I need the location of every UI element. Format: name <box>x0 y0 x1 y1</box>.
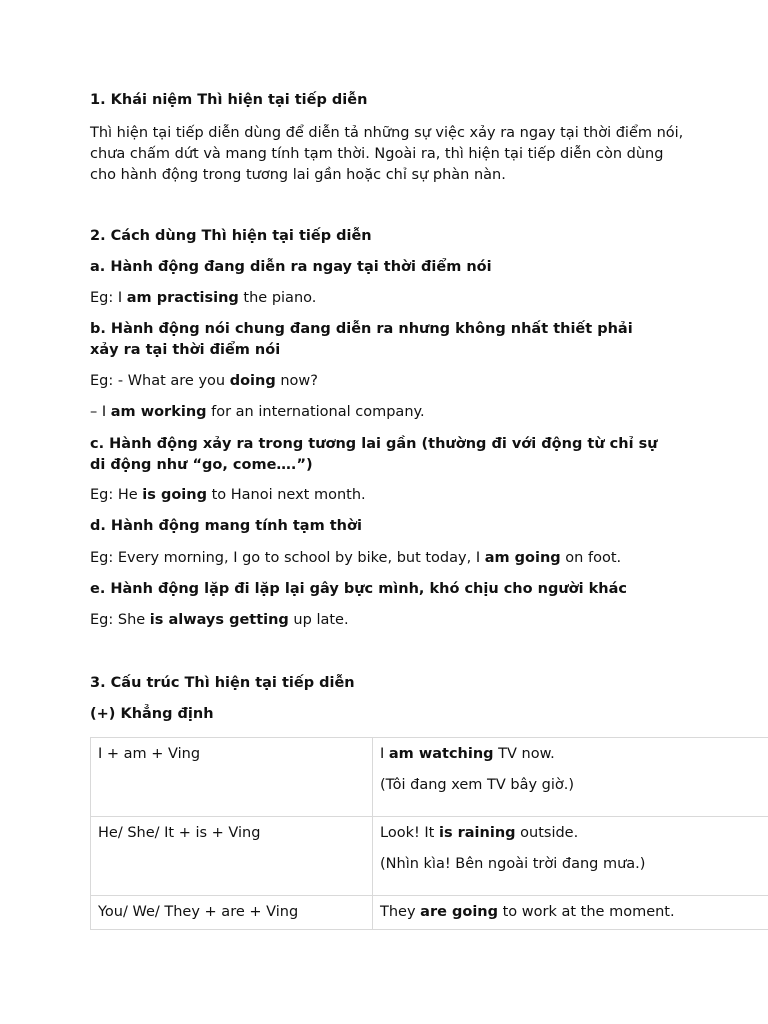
example-verb: doing <box>229 373 276 389</box>
formula-cell <box>91 896 373 930</box>
example-verb: is raining <box>438 825 516 841</box>
affirmative-subheading: (+) Khẳng định <box>90 706 214 722</box>
formula-text: I + am + Ving <box>98 746 201 762</box>
usage-b-example-1 <box>90 371 318 392</box>
example-text: I <box>380 746 389 762</box>
example-text: for an international company. <box>206 404 425 420</box>
example-text: TV now. <box>493 746 555 762</box>
example-cell <box>373 817 768 896</box>
section-1-heading: 1. Khái niệm Thì hiện tại tiếp diễn <box>90 92 368 108</box>
usage-a-title: a. Hành động đang diễn ra ngay tại thời điểm nói <box>90 259 492 275</box>
example-verb: am working <box>110 404 207 420</box>
example-text: on foot. <box>560 550 622 566</box>
example-cell <box>373 738 768 817</box>
example-verb: is going <box>142 487 207 503</box>
table-row <box>91 817 768 896</box>
example-text: Eg: - What are you <box>90 373 230 389</box>
example-text: They <box>380 904 421 920</box>
usage-b-example-2 <box>90 402 425 423</box>
example-text: Look! It <box>380 825 439 841</box>
example-verb: am going <box>484 550 561 566</box>
formula-text: You/ We/ They + are + Ving <box>98 904 299 920</box>
example-text: the piano. <box>238 290 317 306</box>
example-sentence <box>380 744 768 765</box>
usage-e-title: e. Hành động lặp đi lặp lại gây bực mình, khó chịu cho người khác <box>90 581 627 597</box>
usage-c-title: c. Hành động xảy ra trong tương lai gần (thường đi với động từ chỉ sự di động như “go, come….”) <box>90 436 658 473</box>
example-text: – I <box>90 404 111 420</box>
example-text: outside. <box>515 825 579 841</box>
formula-cell <box>91 817 373 896</box>
example-text: to work at the moment. <box>498 904 675 920</box>
example-verb: am practising <box>126 290 239 306</box>
usage-d-example <box>90 548 621 569</box>
example-text: up late. <box>288 612 349 628</box>
section-3-heading: 3. Cấu trúc Thì hiện tại tiếp diễn <box>90 675 355 691</box>
translation-text: (Tôi đang xem TV bây giờ.) <box>380 777 575 793</box>
translation-text: (Nhìn kìa! Bên ngoài trời đang mưa.) <box>380 856 646 872</box>
example-cell <box>373 896 768 930</box>
structure-table <box>90 737 768 930</box>
section-2-heading: 2. Cách dùng Thì hiện tại tiếp diễn <box>90 228 372 244</box>
usage-c-example <box>90 485 366 506</box>
section-1-body: Thì hiện tại tiếp diễn dùng để diễn tả những sự việc xảy ra ngay tại thời điểm nói, chưa chấm dứt và mang tính tạm thời. Ngoài ra, thì hiện tại tiếp diễn còn dùng cho hành động trong tương lai gần hoặc chỉ sự phàn nàn. <box>90 125 684 183</box>
table-row <box>91 738 768 817</box>
example-text: now? <box>275 373 318 389</box>
example-text: Eg: He <box>90 487 143 503</box>
example-verb: are going <box>420 904 499 920</box>
formula-cell <box>91 738 373 817</box>
usage-d-title: d. Hành động mang tính tạm thời <box>90 518 362 534</box>
example-text: Eg: She <box>90 612 150 628</box>
table-row <box>91 896 768 930</box>
example-text: Eg: Every morning, I go to school by bike, but today, I <box>90 550 485 566</box>
example-verb: is always getting <box>149 612 289 628</box>
usage-e-example <box>90 610 349 631</box>
example-verb: am watching <box>388 746 494 762</box>
usage-a-example <box>90 288 316 309</box>
usage-b-title: b. Hành động nói chung đang diễn ra nhưng không nhất thiết phải xảy ra tại thời điểm nói <box>90 321 633 358</box>
example-text: to Hanoi next month. <box>206 487 366 503</box>
example-sentence <box>380 902 768 923</box>
example-text: Eg: I <box>90 290 127 306</box>
formula-text: He/ She/ It + is + Ving <box>98 825 261 841</box>
example-sentence <box>380 823 768 844</box>
